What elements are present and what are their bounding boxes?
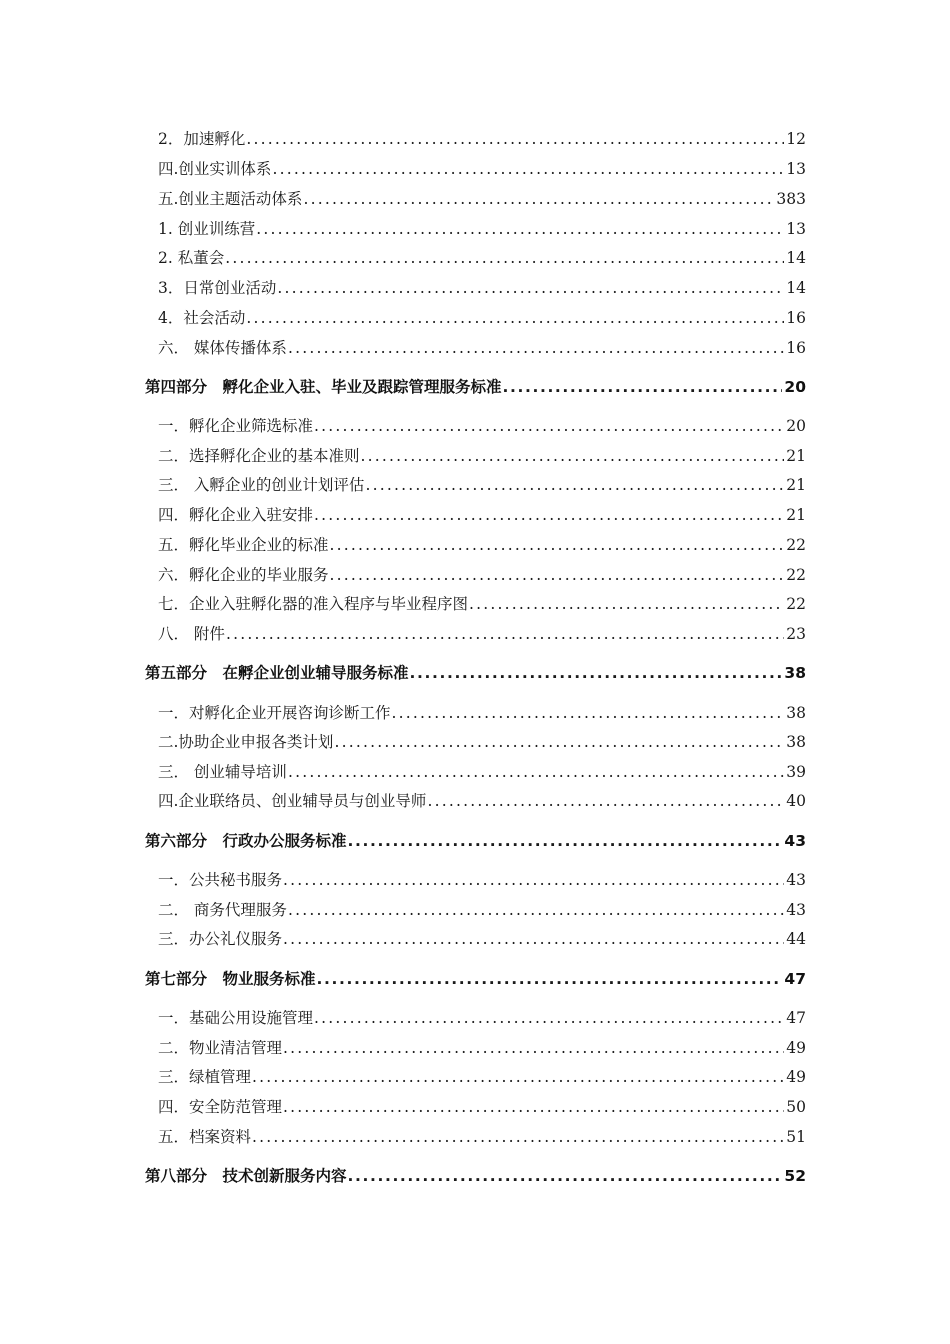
dot-leader [330, 535, 785, 555]
toc-entry[interactable] [158, 334, 806, 358]
dot-leader [246, 308, 784, 328]
toc-page-number: 21 [786, 476, 806, 494]
toc-page-number: 39 [786, 763, 806, 781]
dot-leader [277, 278, 784, 298]
dot-leader [503, 377, 783, 397]
dot-leader [469, 594, 784, 614]
toc-entry[interactable] [158, 758, 806, 782]
toc-entry-label: 七．企业入驻孵化器的准入程序与毕业程序图 [158, 595, 469, 613]
toc-page-number: 22 [786, 595, 806, 613]
dot-leader [225, 248, 784, 268]
dot-leader [226, 624, 784, 644]
dot-leader [314, 505, 784, 525]
dot-leader [365, 475, 784, 495]
toc-entry-label: 第四部分 孵化企业入驻、毕业及跟踪管理服务标准 [145, 378, 502, 396]
dot-leader [288, 338, 784, 358]
dot-leader [283, 870, 784, 890]
toc-page-number: 44 [786, 930, 806, 948]
dot-leader [348, 1166, 783, 1186]
toc-entry-label: 2．加速孵化 [158, 130, 246, 148]
toc-page-number: 52 [784, 1167, 806, 1185]
dot-leader [283, 1097, 784, 1117]
toc-entry-label: 三．绿植管理 [158, 1068, 252, 1086]
toc-page-number: 383 [776, 190, 806, 208]
toc-entry-label: 三． 入孵企业的创业计划评估 [158, 476, 365, 494]
toc-page-number: 51 [786, 1128, 806, 1146]
dot-leader [314, 1008, 784, 1028]
toc-entry-label: 第七部分 物业服务标准 [145, 970, 316, 988]
toc-page-number: 16 [786, 309, 806, 327]
toc-entry[interactable] [158, 1034, 806, 1058]
toc-entry[interactable] [158, 787, 806, 811]
toc-entry[interactable] [158, 590, 806, 614]
dot-leader [283, 929, 784, 949]
toc-entry-label: 五．孵化毕业企业的标准 [158, 536, 329, 554]
toc-entry-label: 4．社会活动 [158, 309, 246, 327]
toc-page-number: 21 [786, 447, 806, 465]
dot-leader [317, 969, 783, 989]
dot-leader [246, 129, 784, 149]
toc-entry[interactable] [158, 471, 806, 495]
dot-leader [256, 219, 784, 239]
toc-page-number: 22 [786, 566, 806, 584]
dot-leader [410, 663, 783, 683]
toc-entry[interactable] [158, 501, 806, 525]
toc-entry[interactable] [158, 125, 806, 149]
toc-page-number: 40 [786, 792, 806, 810]
toc-entry-label: 3．日常创业活动 [158, 279, 277, 297]
toc-entry[interactable] [158, 244, 806, 268]
toc-entry[interactable] [158, 304, 806, 328]
toc-part-heading[interactable] [145, 827, 806, 851]
toc-entry-label: 四.创业实训体系 [158, 160, 272, 178]
toc-page-number: 12 [786, 130, 806, 148]
toc-entry-label: 四．安全防范管理 [158, 1098, 283, 1116]
toc-entry[interactable] [158, 561, 806, 585]
toc-part-heading[interactable] [145, 659, 806, 683]
toc-page-number: 38 [784, 664, 806, 682]
toc-page-number: 38 [786, 704, 806, 722]
toc-page-number: 13 [786, 160, 806, 178]
toc-page-number: 47 [786, 1009, 806, 1027]
toc-entry[interactable] [158, 1063, 806, 1087]
toc-entry[interactable] [158, 866, 806, 890]
toc-entry-label: 一．孵化企业筛选标准 [158, 417, 314, 435]
dot-leader [348, 831, 783, 851]
toc-entry-label: 八． 附件 [158, 625, 225, 643]
toc-entry[interactable] [158, 1123, 806, 1147]
toc-page-number: 13 [786, 220, 806, 238]
dot-leader [303, 189, 774, 209]
toc-page-number: 20 [786, 417, 806, 435]
toc-page-number: 21 [786, 506, 806, 524]
toc-part-heading[interactable] [145, 373, 806, 397]
toc-entry[interactable] [158, 274, 806, 298]
toc-page-number: 22 [786, 536, 806, 554]
toc-page-number: 38 [786, 733, 806, 751]
toc-page-number: 20 [784, 378, 806, 396]
toc-entry[interactable] [158, 442, 806, 466]
toc-entry-label: 五.创业主题活动体系 [158, 190, 303, 208]
toc-entry-label: 二.协助企业申报各类计划 [158, 733, 334, 751]
toc-entry-label: 五．档案资料 [158, 1128, 252, 1146]
toc-page-number: 49 [786, 1068, 806, 1086]
toc-entry[interactable] [158, 531, 806, 555]
toc-page-number: 14 [786, 249, 806, 267]
toc-entry-label: 三．办公礼仪服务 [158, 930, 283, 948]
toc-entry-label: 第五部分 在孵企业创业辅导服务标准 [145, 664, 409, 682]
toc-entry-label: 一．公共秘书服务 [158, 871, 283, 889]
toc-entry[interactable] [158, 155, 806, 179]
dot-leader [330, 565, 785, 585]
dot-leader [283, 1038, 784, 1058]
toc-entry[interactable] [158, 896, 806, 920]
toc-page-number: 23 [786, 625, 806, 643]
dot-leader [427, 791, 784, 811]
toc-entry[interactable] [158, 728, 806, 752]
toc-entry-label: 六． 媒体传播体系 [158, 339, 287, 357]
toc-entry[interactable] [158, 185, 806, 209]
toc-entry-label: 2. 私董会 [158, 249, 225, 267]
toc-part-heading[interactable] [145, 1162, 806, 1186]
toc-entry[interactable] [158, 412, 806, 436]
toc-entry-label: 二．物业清洁管理 [158, 1039, 283, 1057]
dot-leader [288, 900, 784, 920]
toc-entry[interactable] [158, 1093, 806, 1117]
toc-entry-label: 一．基础公用设施管理 [158, 1009, 314, 1027]
toc-entry-label: 三． 创业辅导培训 [158, 763, 287, 781]
toc-entry-label: 四．孵化企业入驻安排 [158, 506, 314, 524]
dot-leader [392, 703, 785, 723]
toc-page-number: 14 [786, 279, 806, 297]
toc-entry-label: 二．选择孵化企业的基本准则 [158, 447, 360, 465]
toc-entry[interactable] [158, 925, 806, 949]
toc-page-number: 43 [786, 871, 806, 889]
toc-page-number: 49 [786, 1039, 806, 1057]
toc-entry[interactable] [158, 215, 806, 239]
toc-entry[interactable] [158, 699, 806, 723]
dot-leader [314, 416, 784, 436]
toc-entry[interactable] [158, 1004, 806, 1028]
toc-entry-label: 六．孵化企业的毕业服务 [158, 566, 329, 584]
dot-leader [361, 446, 785, 466]
toc-entry-label: 第八部分 技术创新服务内容 [145, 1167, 347, 1185]
dot-leader [252, 1067, 784, 1087]
toc-entry[interactable] [158, 620, 806, 644]
toc-page-number: 43 [786, 901, 806, 919]
dot-leader [334, 732, 784, 752]
toc-entry-label: 第六部分 行政办公服务标准 [145, 832, 347, 850]
dot-leader [272, 159, 784, 179]
toc-page-number: 47 [784, 970, 806, 988]
toc-part-heading[interactable] [145, 965, 806, 989]
toc-entry-label: 四.企业联络员、创业辅导员与创业导师 [158, 792, 427, 810]
dot-leader [288, 762, 784, 782]
toc-page-number: 43 [784, 832, 806, 850]
toc-page-number: 16 [786, 339, 806, 357]
toc-page-number: 50 [786, 1098, 806, 1116]
toc-entry-label: 一．对孵化企业开展咨询诊断工作 [158, 704, 391, 722]
toc-entry-label: 1. 创业训练营 [158, 220, 256, 238]
dot-leader [252, 1127, 784, 1147]
toc-entry-label: 二． 商务代理服务 [158, 901, 287, 919]
